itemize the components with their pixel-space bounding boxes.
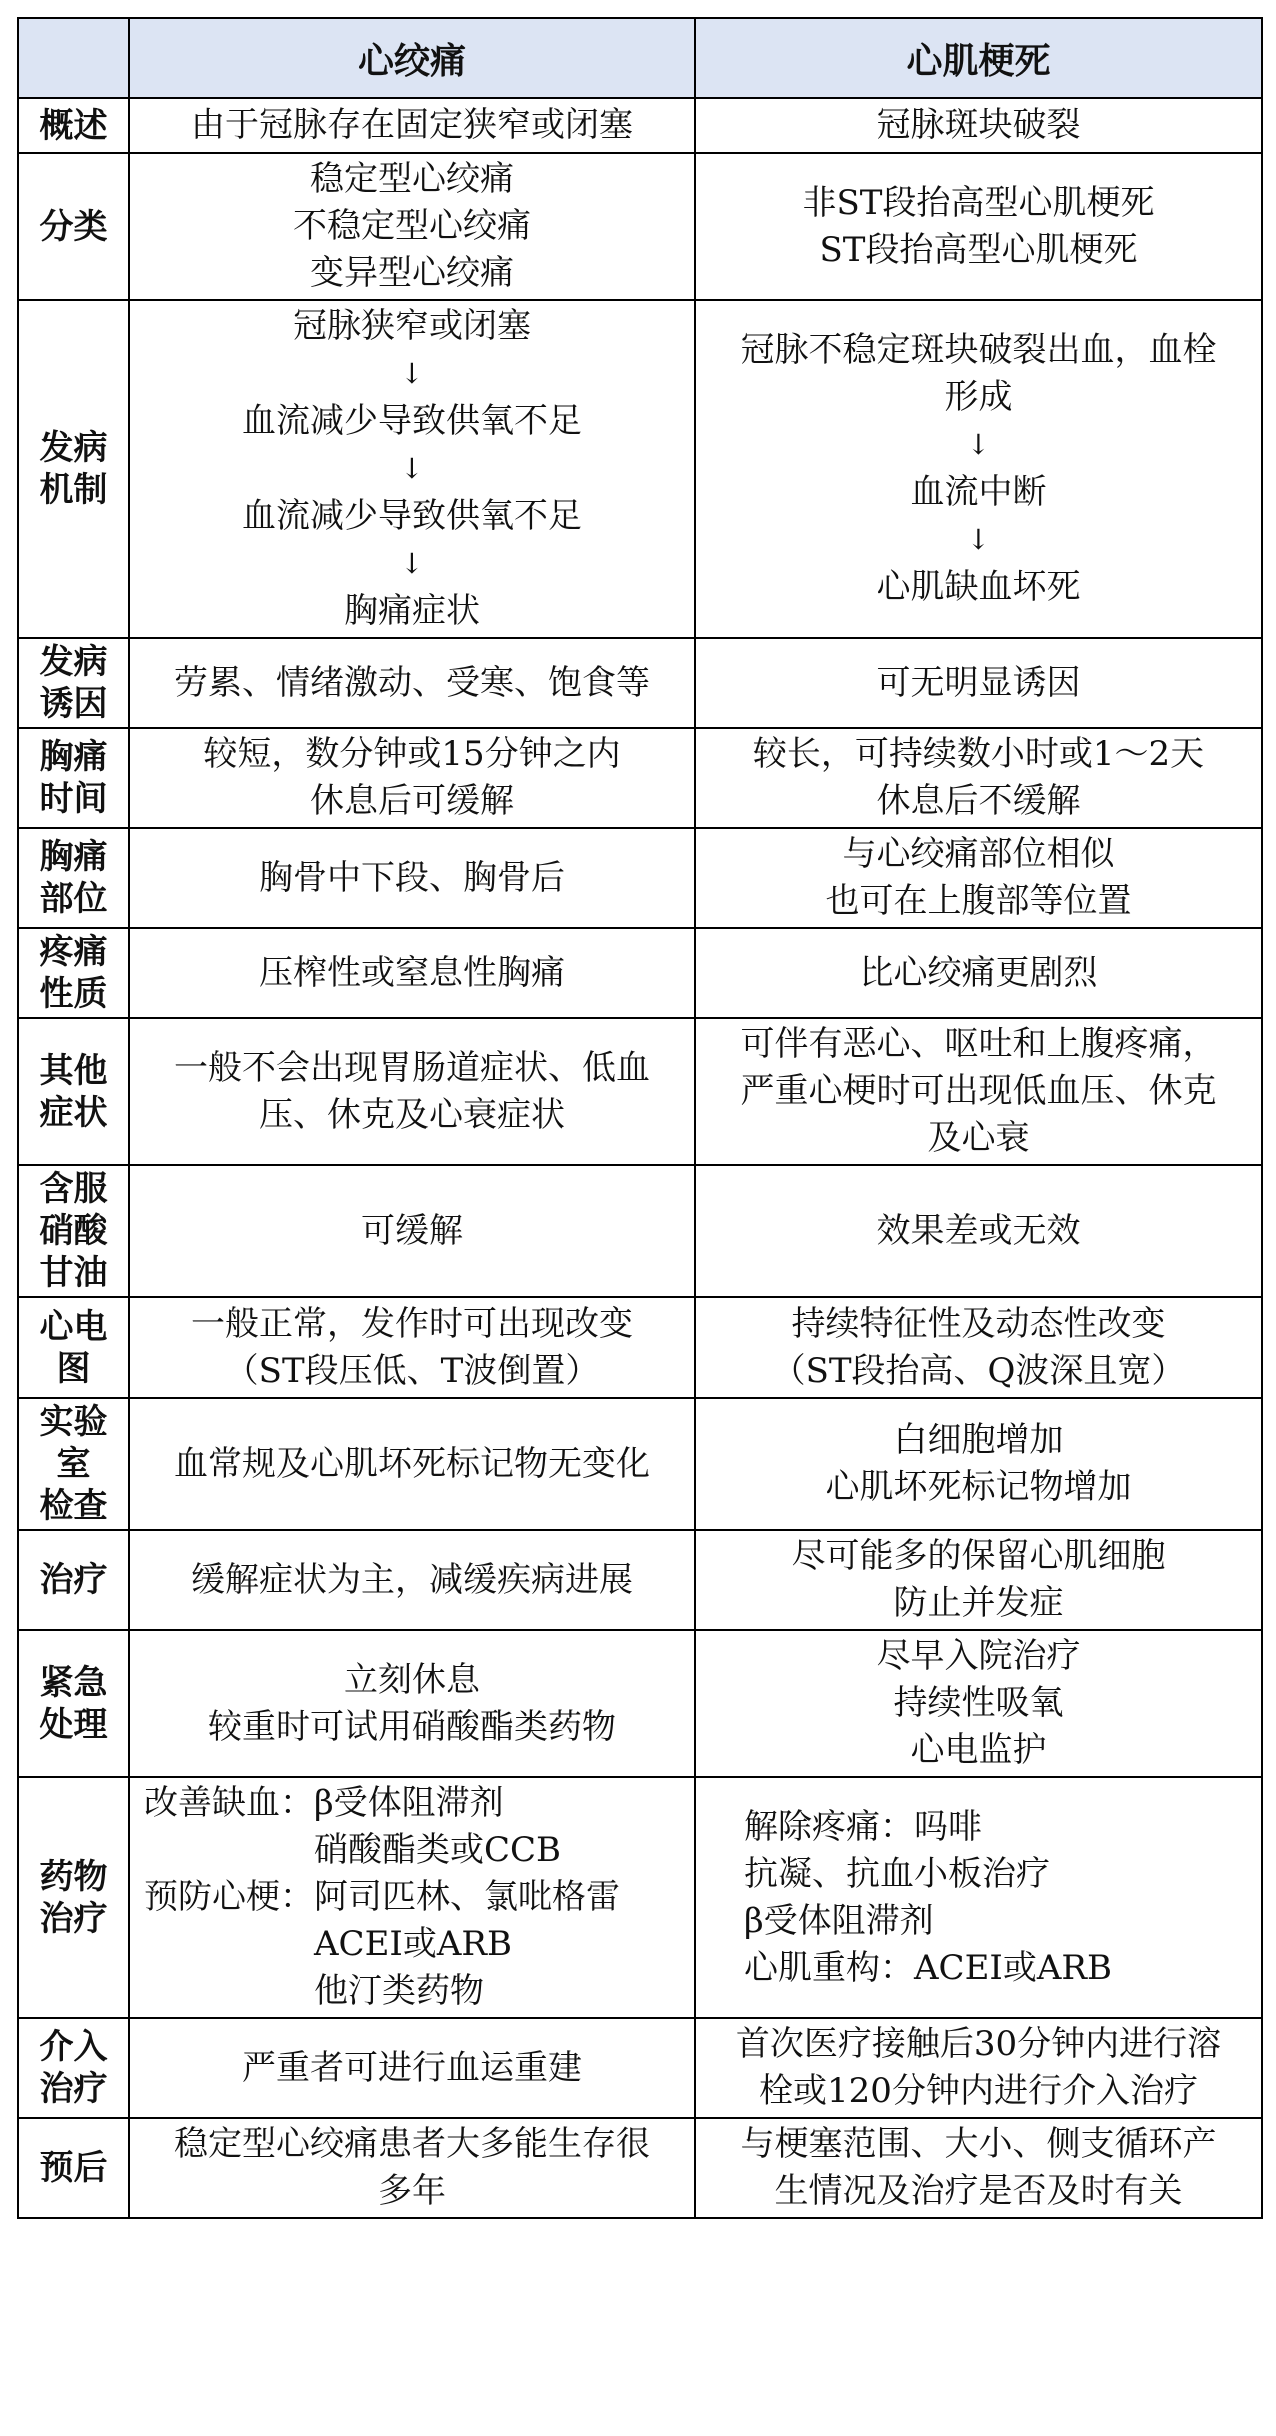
cell-line: 及心衰: [927, 1118, 1030, 1158]
cell-line: 比心绞痛更剧烈: [859, 952, 1098, 993]
table-row-nitroglycerin: [18, 1165, 1262, 1297]
infarction-cell: [695, 928, 1262, 1018]
row-label: [18, 828, 129, 928]
cell-line: ST段抬高型心肌梗死: [819, 229, 1138, 270]
comparison-table: [17, 17, 1263, 2219]
cell-line: 严重者可进行血运重建: [242, 2047, 582, 2088]
cell-line: 可伴有恶心、呕吐和上腹疼痛，: [740, 1024, 1217, 1064]
infarction-cell: [695, 1018, 1262, 1165]
cell-line: 严重心梗时可出现低血压、休克: [740, 1071, 1217, 1111]
cell-line: 与心绞痛部位相似: [842, 834, 1115, 874]
cell-line: 多年: [378, 2171, 446, 2211]
down-arrow-icon: ↓: [966, 523, 991, 556]
row-label-line: 发病诱因: [39, 642, 108, 724]
angina-cell: [129, 728, 695, 828]
row-label-line: 其他症状: [39, 1050, 108, 1133]
table-row-prognosis: [18, 2118, 1262, 2218]
cell-line: 休息后不缓解: [876, 781, 1081, 821]
down-arrow-icon: ↓: [966, 428, 991, 461]
cell-line: （ST段抬高、Q波深且宽）: [771, 1350, 1186, 1391]
table-row-trigger: [18, 638, 1262, 728]
cell-line: 压榨性或窒息性胸痛: [259, 952, 565, 993]
cell-line: 血流中断: [910, 472, 1047, 512]
cell-line: ACEI或ARB: [144, 1924, 512, 1964]
row-label: [18, 728, 129, 828]
cell-line: 稳定型心绞痛: [310, 159, 514, 199]
angina-cell: [129, 1398, 695, 1530]
angina-cell: [129, 1530, 695, 1630]
cell-line: 效果差或无效: [876, 1210, 1081, 1251]
table-row-drug-therapy: [18, 1777, 1262, 2018]
angina-cell: [129, 153, 695, 300]
cell-line: 压、休克及心衰症状: [259, 1094, 565, 1135]
cell-line: 冠脉狭窄或闭塞: [293, 306, 531, 346]
cell-line: 一般正常，发作时可出现改变: [191, 1303, 633, 1344]
infarction-cell: [695, 1398, 1262, 1530]
infarction-cell: [695, 1630, 1262, 1777]
row-label: [18, 1630, 129, 1777]
row-label: [18, 638, 129, 728]
angina-cell: [129, 1630, 695, 1777]
cell-line: 尽早入院治疗: [876, 1636, 1081, 1676]
cell-line: 血流减少导致供氧不足: [242, 496, 582, 536]
cell-line: 胸骨中下段、胸骨后: [259, 857, 565, 898]
cell-line: 劳累、情绪激动、受寒、饱食等: [174, 662, 650, 703]
row-label: [18, 1530, 129, 1630]
cell-line: 预防心梗：阿司匹林、氯吡格雷: [144, 1877, 620, 1917]
down-arrow-icon: ↓: [400, 357, 424, 390]
cell-line: 硝酸酯类或CCB: [144, 1830, 562, 1870]
cell-line: 非ST段抬高型心肌梗死: [802, 182, 1155, 223]
cell-line: 一般不会出现胃肠道症状、低血: [174, 1047, 650, 1088]
table-row-classification: [18, 153, 1262, 300]
table-row-intervention: [18, 2018, 1262, 2118]
cell-line: 改善缺血：β受体阻滞剂: [144, 1783, 504, 1823]
row-label: [18, 1165, 129, 1297]
header-corner: [18, 18, 129, 98]
cell-line: 白细胞增加: [893, 1420, 1064, 1460]
row-label-line: 预后: [39, 2148, 108, 2188]
cell-line: 解除疼痛：吗啡: [744, 1806, 982, 1847]
cell-line: 血流减少导致供氧不足: [242, 401, 582, 441]
angina-cell: [129, 1777, 695, 2018]
row-label: [18, 2118, 129, 2218]
cell-line: 首次医疗接触后30分钟内进行溶: [735, 2024, 1222, 2064]
infarction-cell: [695, 638, 1262, 728]
cell-line: 可缓解: [361, 1210, 463, 1251]
infarction-cell: [695, 153, 1262, 300]
cell-line: 血常规及心肌坏死标记物无变化: [174, 1443, 650, 1484]
table-row-emergency: [18, 1630, 1262, 1777]
cell-line: 也可在上腹部等位置: [825, 881, 1132, 921]
table-row-other-symptoms: [18, 1018, 1262, 1165]
row-label-line: 胸痛时间: [39, 737, 108, 819]
cell-line: 不稳定型心绞痛: [293, 206, 531, 246]
infarction-cell: [695, 1297, 1262, 1398]
infarction-cell: [695, 1530, 1262, 1630]
cell-line: 胸痛症状: [344, 591, 480, 631]
row-label: [18, 928, 129, 1018]
infarction-cell: [695, 728, 1262, 828]
row-label: [18, 1777, 129, 2018]
row-label: [18, 1398, 129, 1530]
row-label-line: 胸痛部位: [39, 837, 108, 919]
down-arrow-icon: ↓: [400, 547, 424, 580]
table-row-pain-duration: [18, 728, 1262, 828]
header-infarction: 心肌梗死: [695, 18, 1262, 98]
cell-line: 变异型心绞痛: [310, 253, 514, 293]
cell-line: 较长，可持续数小时或1～2天: [752, 734, 1205, 774]
angina-cell: [129, 1165, 695, 1297]
cell-line: 与梗塞范围、大小、侧支循环产: [740, 2124, 1217, 2164]
table-row-lab-tests: [18, 1398, 1262, 1530]
cell-line: 稳定型心绞痛患者大多能生存很: [174, 2124, 650, 2164]
row-label: [18, 2018, 129, 2118]
row-label-line: 心电图: [39, 1306, 108, 1389]
cell-line: 他汀类药物: [144, 1971, 484, 2011]
cell-line: 尽可能多的保留心肌细胞: [791, 1536, 1166, 1576]
cell-line: 心肌缺血坏死: [876, 567, 1081, 607]
row-label-line: 药物治疗: [39, 1856, 108, 1939]
angina-cell: [129, 1018, 695, 1165]
cell-line: 冠脉不稳定斑块破裂出血，血栓: [740, 330, 1217, 370]
cell-line: 立刻休息: [344, 1659, 480, 1700]
angina-cell: [129, 2018, 695, 2118]
infarction-cell: [695, 2118, 1262, 2218]
row-label-line: 分类: [39, 206, 108, 247]
row-label: [18, 1297, 129, 1398]
row-label: [18, 300, 129, 638]
cell-line: β受体阻滞剂: [744, 1900, 934, 1941]
cell-line: 心肌重构：ACEI或ARB: [744, 1947, 1112, 1988]
header-angina: 心绞痛: [129, 18, 695, 98]
infarction-cell: [695, 828, 1262, 928]
header-row: [18, 18, 1262, 98]
table-row-overview: [18, 98, 1262, 153]
cell-line: （ST段压低、T波倒置）: [224, 1350, 600, 1391]
infarction-cell: [695, 300, 1262, 638]
cell-line: 生情况及治疗是否及时有关: [774, 2171, 1183, 2211]
cell-line: 心电监护: [910, 1730, 1047, 1770]
angina-cell: [129, 928, 695, 1018]
cell-line: 抗凝、抗血小板治疗: [744, 1853, 1050, 1894]
cell-line: 心肌坏死标记物增加: [825, 1467, 1132, 1507]
row-label: [18, 1018, 129, 1165]
cell-line: 持续性吸氧: [893, 1683, 1064, 1723]
infarction-cell: [695, 1777, 1262, 2018]
table-row-pathogenesis: [18, 300, 1262, 638]
row-label: [18, 153, 129, 300]
table-row-pain-nature: [18, 928, 1262, 1018]
cell-line: 较短，数分钟或15分钟之内: [203, 734, 621, 774]
table-row-treatment: [18, 1530, 1262, 1630]
angina-cell: [129, 98, 695, 153]
row-label-line: 疼痛性质: [39, 932, 108, 1014]
cell-line: 防止并发症: [893, 1583, 1064, 1623]
table-row-ecg: [18, 1297, 1262, 1398]
infarction-cell: [695, 98, 1262, 153]
angina-cell: [129, 828, 695, 928]
cell-line: 休息后可缓解: [310, 781, 514, 821]
angina-cell: [129, 300, 695, 638]
cell-line: 较重时可试用硝酸酯类药物: [208, 1706, 616, 1747]
row-label-line: 含服: [39, 1169, 108, 1209]
row-label: [18, 98, 129, 153]
infarction-cell: [695, 1165, 1262, 1297]
row-label-line: 治疗: [39, 1560, 108, 1600]
table-row-pain-location: [18, 828, 1262, 928]
cell-line: 可无明显诱因: [876, 662, 1081, 703]
angina-cell: [129, 2118, 695, 2218]
angina-cell: [129, 1297, 695, 1398]
row-label-line: 检查: [39, 1486, 108, 1526]
row-label-line: 实验室: [39, 1402, 108, 1484]
down-arrow-icon: ↓: [400, 452, 424, 485]
cell-line: 持续特征性及动态性改变: [791, 1303, 1166, 1344]
row-label-line: 硝酸甘油: [39, 1211, 108, 1293]
angina-cell: [129, 638, 695, 728]
row-label-line: 发病机制: [39, 428, 108, 510]
infarction-cell: [695, 2018, 1262, 2118]
cell-line: 缓解症状为主，减缓疾病进展: [191, 1559, 633, 1600]
cell-line: 栓或120分钟内进行介入治疗: [759, 2071, 1198, 2111]
cell-line: 由于冠脉存在固定狭窄或闭塞: [191, 105, 633, 145]
row-label-line: 介入治疗: [39, 2027, 108, 2109]
row-label-line: 概述: [39, 105, 108, 146]
row-label-line: 紧急处理: [39, 1662, 108, 1745]
cell-line: 形成: [944, 377, 1013, 417]
cell-line: 冠脉斑块破裂: [876, 105, 1081, 145]
